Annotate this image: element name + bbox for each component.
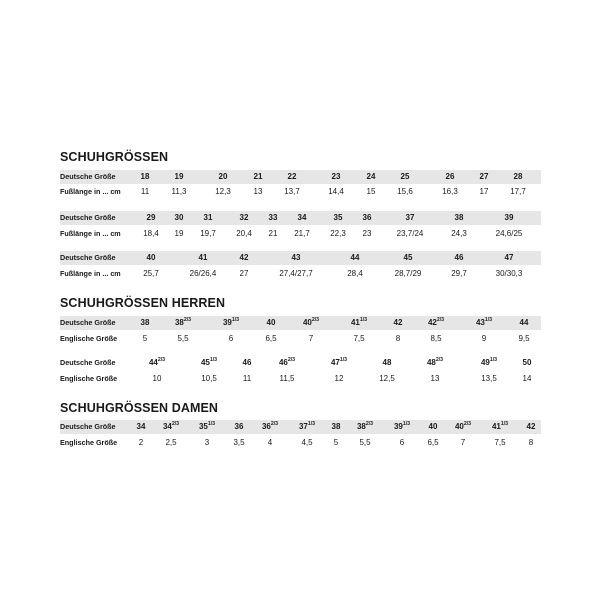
- uk-size-cell: 5: [333, 438, 339, 447]
- size-cell: [299, 420, 315, 434]
- size-fraction: 1/3: [231, 317, 240, 323]
- size-cell: 30: [174, 213, 184, 222]
- size-fraction: 1/3: [489, 357, 498, 363]
- size-base: 34: [162, 422, 172, 431]
- uk-size-cell: 5,5: [359, 438, 371, 447]
- size-cell: [520, 316, 529, 330]
- length-cell: 11,3: [171, 187, 187, 196]
- size-fraction: 2/3: [171, 421, 180, 427]
- men-block-2-uk-label: Englische Größe: [60, 374, 118, 383]
- size-cell: 22: [287, 172, 297, 181]
- size-cell: [137, 420, 146, 434]
- size-base: 50: [522, 358, 532, 367]
- length-cell: 27,4/27,7: [279, 269, 313, 278]
- size-fraction: 1/3: [402, 421, 411, 427]
- uk-size-cell: 2: [138, 438, 144, 447]
- kids-block-2-size-label: Deutsche Größe: [60, 213, 116, 222]
- length-cell: 16,3: [442, 187, 458, 196]
- size-base: 40: [428, 422, 438, 431]
- size-fraction: 2/3: [463, 421, 472, 427]
- size-base: 48: [382, 358, 392, 367]
- length-cell: 23,7/24: [396, 229, 424, 238]
- length-cell: 19: [174, 229, 184, 238]
- size-cell: [429, 420, 438, 434]
- length-cell: 18,4: [143, 229, 159, 238]
- kids-block-3-size-label: Deutsche Größe: [60, 253, 116, 262]
- size-base: 38: [140, 318, 150, 327]
- size-cell: 36: [362, 213, 372, 222]
- size-base: 44: [519, 318, 529, 327]
- size-base: 42: [393, 318, 403, 327]
- size-fraction: 1/3: [339, 357, 348, 363]
- size-cell: [149, 356, 165, 370]
- size-cell: [527, 420, 536, 434]
- size-cell: 31: [203, 213, 213, 222]
- uk-size-cell: 10,5: [201, 374, 217, 383]
- size-cell: 47: [504, 253, 514, 262]
- uk-size-cell: 6,5: [427, 438, 439, 447]
- size-base: 42: [427, 318, 437, 327]
- length-cell: 25,7: [143, 269, 159, 278]
- size-base: 34: [136, 422, 146, 431]
- size-cell: [332, 420, 341, 434]
- size-cell: [262, 420, 278, 434]
- size-cell: 40: [146, 253, 156, 262]
- size-base: 38: [331, 422, 341, 431]
- size-cell: 41: [198, 253, 208, 262]
- uk-size-cell: 8: [395, 334, 401, 343]
- women-uk-label: Englische Größe: [60, 438, 118, 447]
- size-base: 38: [356, 422, 366, 431]
- uk-size-cell: 4,5: [301, 438, 313, 447]
- men-block-2-size-label: Deutsche Größe: [60, 358, 116, 367]
- size-base: 38: [174, 318, 184, 327]
- size-base: 41: [350, 318, 360, 327]
- size-base: 39: [393, 422, 403, 431]
- size-cell: 24: [366, 172, 376, 181]
- size-cell: 23: [331, 172, 341, 181]
- men-block-1-uk-label: Englische Größe: [60, 334, 118, 343]
- size-cell: [175, 316, 191, 330]
- size-fraction: 2/3: [311, 317, 320, 323]
- length-cell: 14,4: [328, 187, 344, 196]
- length-cell: 29,7: [451, 269, 467, 278]
- size-cell: [223, 316, 239, 330]
- size-cell: 45: [403, 253, 413, 262]
- kids-block-2-length-label: Fußlänge in ... cm: [60, 229, 121, 238]
- uk-size-cell: 4: [267, 438, 273, 447]
- size-base: 43: [475, 318, 485, 327]
- size-base: 42: [526, 422, 536, 431]
- uk-size-cell: 8: [528, 438, 534, 447]
- uk-size-cell: 6,5: [265, 334, 277, 343]
- size-base: 49: [480, 358, 490, 367]
- uk-size-cell: 8,5: [430, 334, 442, 343]
- length-cell: 17: [479, 187, 489, 196]
- size-base: 36: [261, 422, 271, 431]
- uk-size-cell: 12: [334, 374, 344, 383]
- uk-size-cell: 5: [142, 334, 148, 343]
- size-fraction: 1/3: [209, 357, 218, 363]
- length-cell: 13,7: [284, 187, 300, 196]
- uk-size-cell: 2,5: [165, 438, 177, 447]
- size-base: 40: [302, 318, 312, 327]
- size-cell: 28: [513, 172, 523, 181]
- size-fraction: 2/3: [365, 421, 374, 427]
- size-base: 40: [454, 422, 464, 431]
- kids-block-3-length-label: Fußlänge in ... cm: [60, 269, 121, 278]
- size-cell: [235, 420, 244, 434]
- length-cell: 24,6/25: [495, 229, 523, 238]
- length-cell: 17,7: [510, 187, 526, 196]
- uk-size-cell: 7,5: [494, 438, 506, 447]
- size-cell: [279, 356, 295, 370]
- uk-size-cell: 11: [242, 374, 252, 383]
- uk-size-cell: 11,5: [279, 374, 295, 383]
- size-cell: 29: [146, 213, 156, 222]
- length-cell: 23: [362, 229, 372, 238]
- size-fraction: 2/3: [157, 357, 166, 363]
- size-cell: 34: [297, 213, 307, 222]
- size-cell: [428, 316, 444, 330]
- men-block-1-size-label: Deutsche Größe: [60, 318, 116, 327]
- uk-size-cell: 3: [204, 438, 210, 447]
- size-fraction: 2/3: [270, 421, 279, 427]
- section-title-women: SCHUHGRÖSSEN DAMEN: [60, 401, 219, 415]
- uk-size-cell: 7: [308, 334, 314, 343]
- size-cell: [455, 420, 471, 434]
- size-cell: 19: [174, 172, 184, 181]
- uk-size-cell: 6: [228, 334, 234, 343]
- size-cell: [427, 356, 443, 370]
- length-cell: 30/30,3: [495, 269, 523, 278]
- length-cell: 21,7: [294, 229, 310, 238]
- length-cell: 22,3: [330, 229, 346, 238]
- size-cell: [481, 356, 497, 370]
- size-cell: [163, 420, 179, 434]
- size-fraction: 2/3: [436, 317, 445, 323]
- length-cell: 19,7: [200, 229, 216, 238]
- size-cell: [267, 316, 276, 330]
- size-fraction: 2/3: [183, 317, 192, 323]
- uk-size-cell: 13: [430, 374, 440, 383]
- uk-size-cell: 5,5: [177, 334, 189, 343]
- men-block-1-band: [60, 316, 541, 330]
- section-title-kids: SCHUHGRÖSSEN: [60, 150, 169, 164]
- size-cell: 35: [333, 213, 343, 222]
- size-base: 39: [222, 318, 232, 327]
- section-title-men: SCHUHGRÖSSEN HERREN: [60, 296, 226, 310]
- length-cell: 15,6: [397, 187, 413, 196]
- kids-block-1-size-label: Deutsche Größe: [60, 172, 116, 181]
- size-fraction: 2/3: [287, 357, 296, 363]
- size-cell: [394, 420, 410, 434]
- uk-size-cell: 7: [460, 438, 466, 447]
- size-cell: 25: [400, 172, 410, 181]
- uk-size-cell: 14: [522, 374, 532, 383]
- size-cell: 39: [504, 213, 514, 222]
- size-fraction: 1/3: [307, 421, 316, 427]
- size-cell: 38: [454, 213, 464, 222]
- size-base: 40: [266, 318, 276, 327]
- size-cell: 43: [291, 253, 301, 262]
- size-cell: [357, 420, 373, 434]
- size-cell: 27: [479, 172, 489, 181]
- size-cell: [331, 356, 347, 370]
- uk-size-cell: 12,5: [379, 374, 395, 383]
- size-base: 35: [198, 422, 208, 431]
- size-fraction: 1/3: [484, 317, 493, 323]
- size-cell: 21: [253, 172, 263, 181]
- size-base: 36: [234, 422, 244, 431]
- size-base: 45: [200, 358, 210, 367]
- size-fraction: 1/3: [500, 421, 509, 427]
- size-cell: 42: [239, 253, 249, 262]
- length-cell: 15: [366, 187, 376, 196]
- size-cell: [303, 316, 319, 330]
- size-cell: [523, 356, 532, 370]
- size-cell: [476, 316, 492, 330]
- size-cell: 18: [140, 172, 150, 181]
- length-cell: 12,3: [215, 187, 231, 196]
- women-size-label: Deutsche Größe: [60, 422, 116, 431]
- size-base: 46: [242, 358, 252, 367]
- size-cell: 46: [454, 253, 464, 262]
- uk-size-cell: 13,5: [481, 374, 497, 383]
- uk-size-cell: 9,5: [518, 334, 530, 343]
- kids-block-1-band: [60, 170, 541, 184]
- length-cell: 21: [268, 229, 278, 238]
- length-cell: 27: [239, 269, 249, 278]
- size-cell: 32: [239, 213, 249, 222]
- size-fraction: 1/3: [359, 317, 368, 323]
- uk-size-cell: 10: [152, 374, 162, 383]
- kids-block-1-length-label: Fußlänge in ... cm: [60, 187, 121, 196]
- size-base: 37: [298, 422, 308, 431]
- uk-size-cell: 3,5: [233, 438, 245, 447]
- size-cell: 37: [405, 213, 415, 222]
- length-cell: 20,4: [236, 229, 252, 238]
- size-fraction: 2/3: [435, 357, 444, 363]
- size-cell: 33: [268, 213, 278, 222]
- uk-size-cell: 7,5: [353, 334, 365, 343]
- size-cell: 44: [350, 253, 360, 262]
- size-base: 41: [491, 422, 501, 431]
- length-cell: 11: [140, 187, 150, 196]
- size-cell: [394, 316, 403, 330]
- length-cell: 26/26,4: [189, 269, 217, 278]
- size-base: 46: [278, 358, 288, 367]
- length-cell: 13: [253, 187, 263, 196]
- size-cell: [199, 420, 215, 434]
- length-cell: 28,4: [347, 269, 363, 278]
- size-cell: [383, 356, 392, 370]
- length-cell: 28,7/29: [394, 269, 422, 278]
- size-cell: 20: [218, 172, 228, 181]
- size-cell: [243, 356, 252, 370]
- size-base: 44: [148, 358, 158, 367]
- size-cell: [351, 316, 367, 330]
- size-cell: [141, 316, 150, 330]
- size-cell: [201, 356, 217, 370]
- size-base: 48: [426, 358, 436, 367]
- size-cell: [492, 420, 508, 434]
- size-base: 47: [330, 358, 340, 367]
- size-cell: 26: [445, 172, 455, 181]
- uk-size-cell: 6: [399, 438, 405, 447]
- uk-size-cell: 9: [481, 334, 487, 343]
- size-fraction: 1/3: [207, 421, 216, 427]
- length-cell: 24,3: [451, 229, 467, 238]
